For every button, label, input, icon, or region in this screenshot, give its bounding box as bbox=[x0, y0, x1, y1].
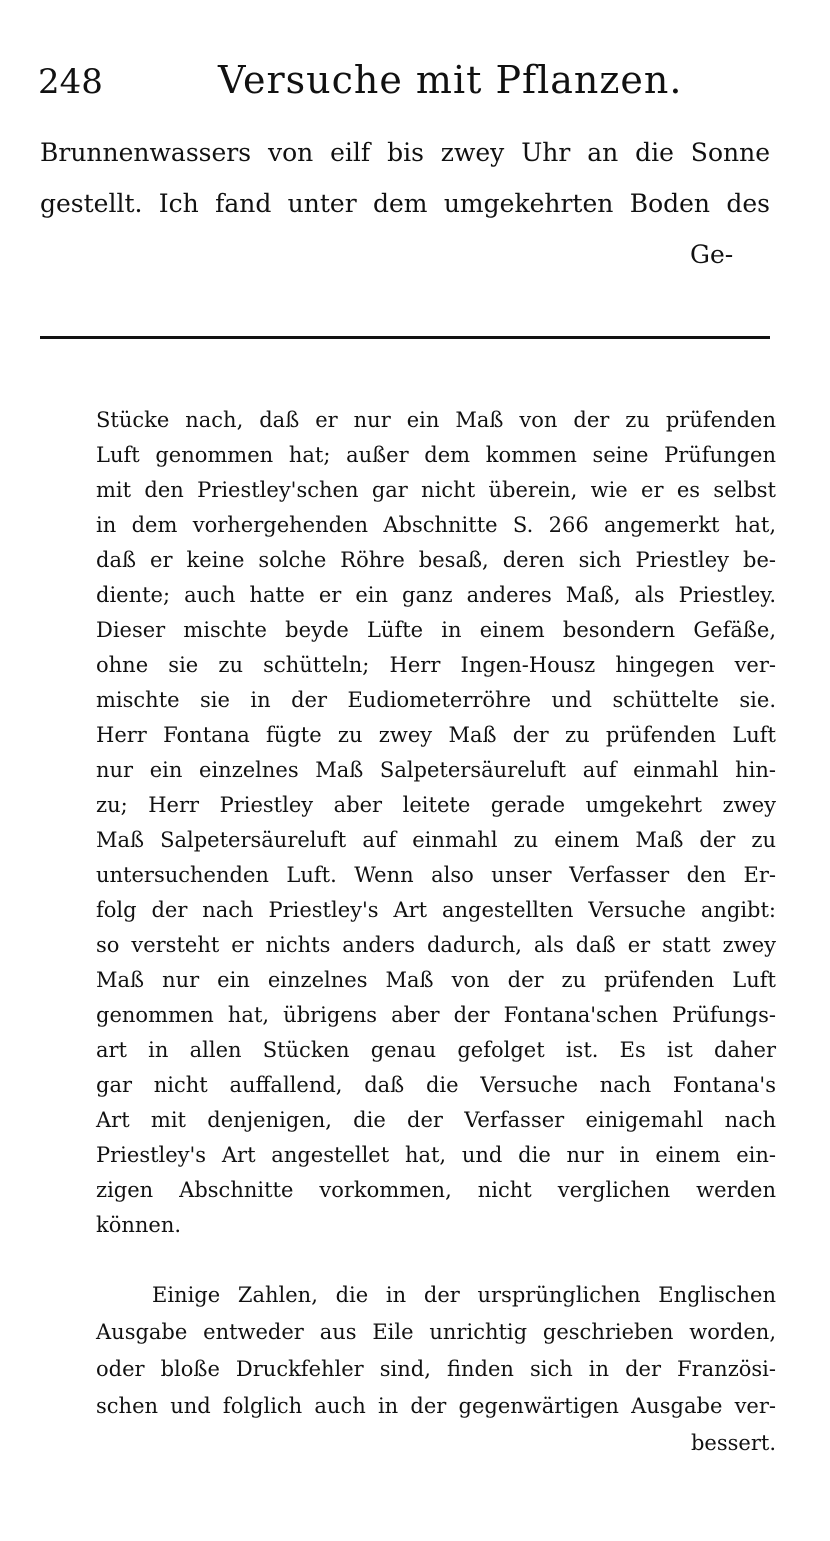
footnote-line: Herr Fontana fügte zu zwey Maß der zu prüfenden Luft bbox=[96, 723, 776, 747]
footnote-line: Art mit denjenigen, die der Verfasser einigemahl nach bbox=[96, 1108, 776, 1132]
footnote-line: folg der nach Priestley's Art angestellten Versuche angibt: bbox=[96, 898, 776, 922]
footnote-line: bessert. bbox=[690, 1431, 776, 1455]
footnote-line: zigen Abschnitte vorkommen, nicht verglichen werden bbox=[96, 1178, 776, 1202]
footnote-line: Stücke nach, daß er nur ein Maß von der zu prüfenden bbox=[96, 408, 776, 432]
footnote-line: Maß nur ein einzelnes Maß von der zu prüfenden Luft bbox=[96, 968, 776, 992]
footnote-line: mischte sie in der Eudiometerröhre und schüttelte sie. bbox=[96, 688, 776, 712]
body-line: gestellt. Ich fand unter dem umgekehrten Boden des bbox=[40, 189, 770, 218]
footnote-line: Ausgabe entweder aus Eile unrichtig geschrieben worden, bbox=[96, 1320, 776, 1344]
footnote-line: untersuchenden Luft. Wenn also unser Verfasser den Er- bbox=[96, 863, 776, 887]
running-title: Versuche mit Pflanzen. bbox=[218, 58, 683, 102]
footnote-line: gar nicht auffallend, daß die Versuche nach Fontana's bbox=[96, 1073, 776, 1097]
body-line: Brunnenwassers von eilf bis zwey Uhr an die Sonne bbox=[40, 138, 770, 167]
footnote-line: genommen hat, übrigens aber der Fontana'schen Prüfungs- bbox=[96, 1003, 776, 1027]
footnote-divider bbox=[40, 336, 770, 339]
footnote-line: diente; auch hatte er ein ganz anderes Maß, als Priestley. bbox=[96, 583, 776, 607]
footnote-line: art in allen Stücken genau gefolget ist. Es ist daher bbox=[96, 1038, 776, 1062]
footnote-line: Maß Salpetersäureluft auf einmahl zu einem Maß der zu bbox=[96, 828, 776, 852]
footnote-line: Einige Zahlen, die in der ursprünglichen Englischen bbox=[152, 1283, 776, 1307]
footnote-line: können. bbox=[96, 1213, 182, 1237]
footnote-line: Priestley's Art angestellet hat, und die nur in einem ein- bbox=[96, 1143, 776, 1167]
footnote-line: mit den Priestley'schen gar nicht überein, wie er es selbst bbox=[96, 478, 776, 502]
footnote-line: ohne sie zu schütteln; Herr Ingen-Housz hingegen ver- bbox=[96, 653, 776, 677]
footnote-line: schen und folglich auch in der gegenwärtigen Ausgabe ver- bbox=[96, 1394, 776, 1418]
footnote-line: Dieser mischte beyde Lüfte in einem besondern Gefäße, bbox=[96, 618, 776, 642]
footnote-line: nur ein einzelnes Maß Salpetersäureluft auf einmahl hin- bbox=[96, 758, 776, 782]
footnote-line: daß er keine solche Röhre besaß, deren sich Priestley be- bbox=[96, 548, 776, 572]
footnote-line: Luft genommen hat; außer dem kommen seine Prüfungen bbox=[96, 443, 776, 467]
footnote-line: oder bloße Druckfehler sind, finden sich in der Französi- bbox=[96, 1357, 776, 1381]
footnote-line: in dem vorhergehenden Abschnitte S. 266 angemerkt hat, bbox=[96, 513, 776, 537]
footnote-line: so versteht er nichts anders dadurch, als daß er statt zwey bbox=[96, 933, 776, 957]
footnote-line: zu; Herr Priestley aber leitete gerade umgekehrt zwey bbox=[96, 793, 776, 817]
catchword: Ge- bbox=[690, 240, 734, 269]
page-number: 248 bbox=[38, 62, 103, 102]
